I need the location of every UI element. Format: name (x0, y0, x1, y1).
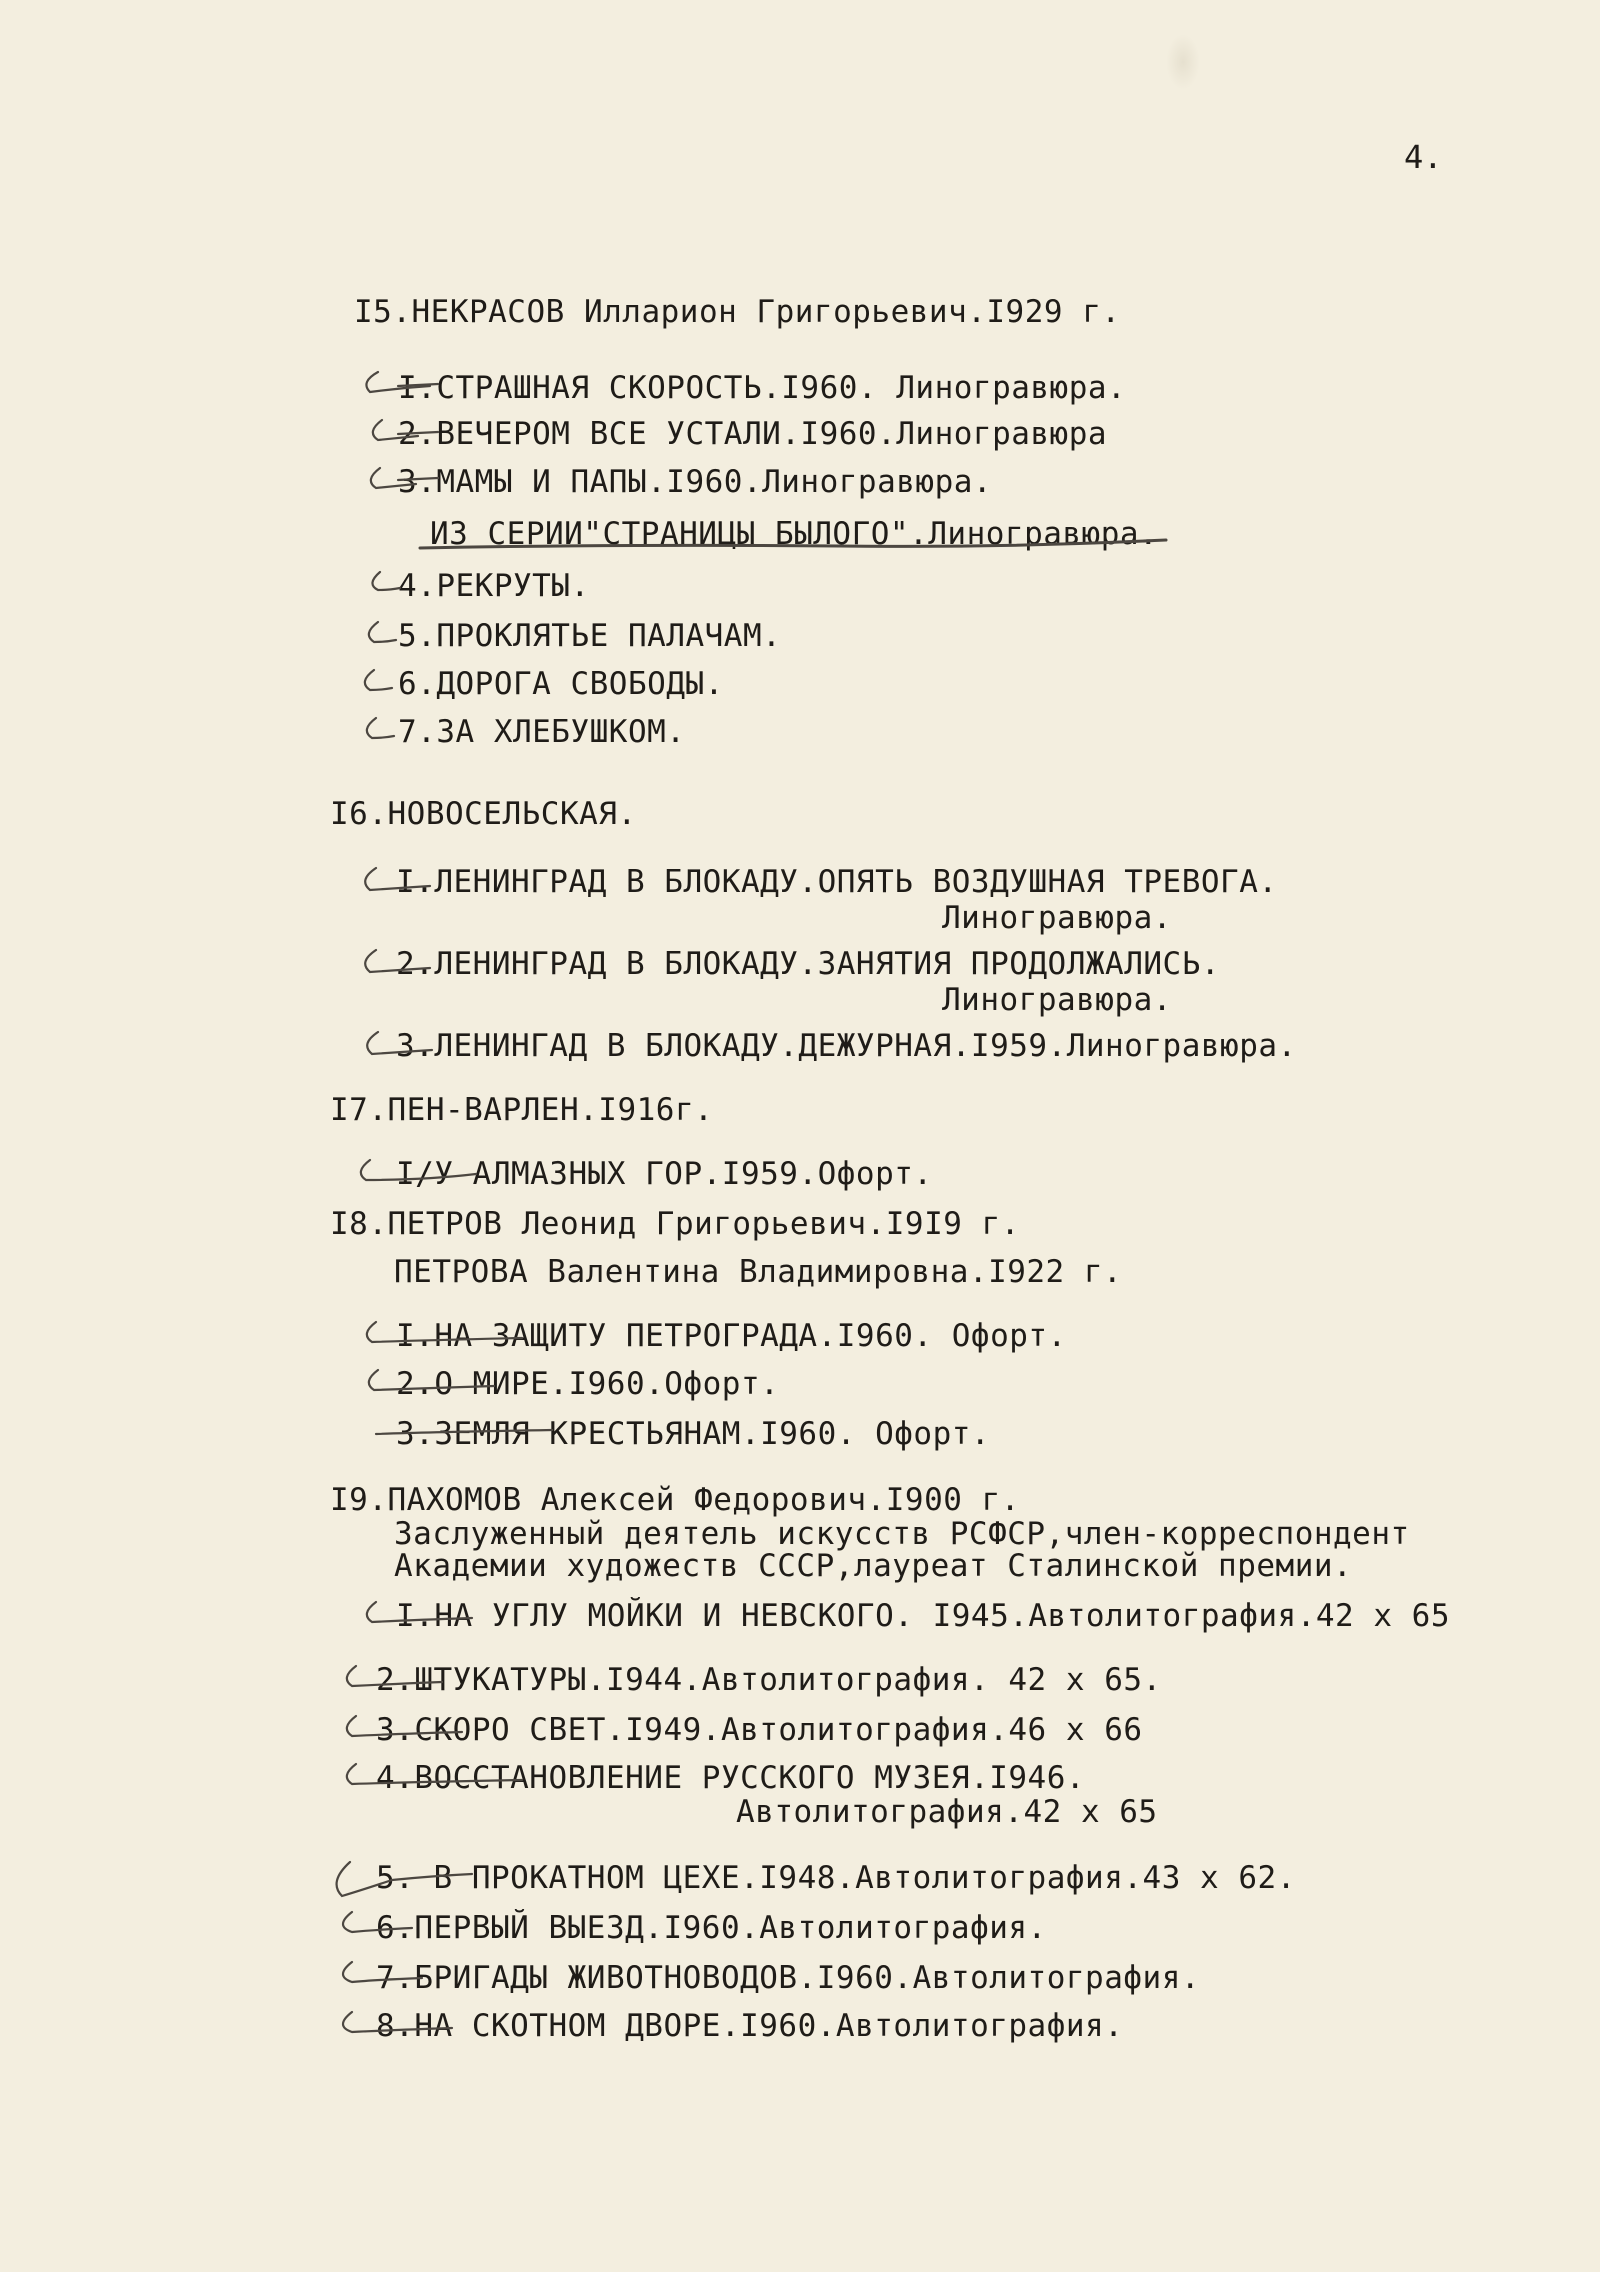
work-item: 3.ЛЕНИНГАД В БЛОКАДУ.ДЕЖУРНАЯ.I959.Линогравюра. (396, 1028, 1297, 1064)
work-item: 2.ШТУКАТУРЫ.I944.Автолитография. 42 х 65. (376, 1662, 1162, 1698)
paper-stain (1166, 34, 1200, 90)
work-item: 3.СКОРО СВЕТ.I949.Автолитография.46 х 66 (376, 1712, 1143, 1748)
artist-heading: I6.НОВОСЕЛЬСКАЯ. (330, 796, 637, 832)
pencil-tick (367, 718, 394, 738)
artist-note: Академии художеств СССР,лауреат Сталинской премии. (394, 1548, 1353, 1584)
artist-note: Заслуженный деятель искусств РСФСР,член-корреспондент (394, 1516, 1410, 1552)
work-item: 4.РЕКРУТЫ. (398, 568, 590, 604)
work-item: 7.БРИГАДЫ ЖИВОТНОВОДОВ.I960.Автолитография. (376, 1960, 1201, 1996)
work-item: 2.О МИРЕ.I960.Офорт. (396, 1366, 780, 1402)
series-title: ИЗ СЕРИИ"СТРАНИЦЫ БЫЛОГО".Линогравюра. (430, 516, 1159, 552)
work-item: I.НА УГЛУ МОЙКИ И НЕВСКОГО. I945.Автолитография.42 х 65 (396, 1598, 1450, 1634)
work-item-technique: Линогравюра. (942, 982, 1172, 1018)
artist-heading: I7.ПЕН-ВАРЛЕН.I916г. (330, 1092, 714, 1128)
work-item: 5. В ПРОКАТНОМ ЦЕХЕ.I948.Автолитография.43 х 62. (376, 1860, 1296, 1896)
work-item: I.НА ЗАЩИТУ ПЕТРОГРАДА.I960. Офорт. (396, 1318, 1067, 1354)
work-item: 6.ПЕРВЫЙ ВЫЕЗД.I960.Автолитография. (376, 1910, 1047, 1946)
work-item: 7.ЗА ХЛЕБУШКОМ. (398, 714, 686, 750)
work-item: 2.ВЕЧЕРОМ ВСЕ УСТАЛИ.I960.Линогравюра (398, 416, 1108, 452)
work-item: 4.ВОССТАНОВЛЕНИЕ РУССКОГО МУЗЕЯ.I946. (376, 1760, 1086, 1796)
pencil-tick (372, 572, 400, 590)
artist-heading-second: ПЕТРОВА Валентина Владимировна.I922 г. (394, 1254, 1123, 1290)
pencil-tick (369, 622, 396, 642)
page-number: 4. (1404, 138, 1443, 176)
artist-heading: I5.НЕКРАСОВ Илларион Григорьевич.I929 г. (354, 294, 1121, 330)
work-item: 2.ЛЕНИНГРАД В БЛОКАДУ.ЗАНЯТИЯ ПРОДОЛЖАЛИСЬ. (396, 946, 1221, 982)
work-item: 8.НА СКОТНОМ ДВОРЕ.I960.Автолитография. (376, 2008, 1124, 2044)
work-item-technique: Линогравюра. (942, 900, 1172, 936)
work-item: I/У АЛМАЗНЫХ ГОР.I959.Офорт. (396, 1156, 933, 1192)
work-item: I.ЛЕНИНГРАД В БЛОКАДУ.ОПЯТЬ ВОЗДУШНАЯ ТРЕВОГА. (396, 864, 1278, 900)
artist-heading: I8.ПЕТРОВ Леонид Григорьевич.I9I9 г. (330, 1206, 1020, 1242)
work-item-technique: Автолитография.42 х 65 (736, 1794, 1158, 1830)
work-item: 5.ПРОКЛЯТЬЕ ПАЛАЧАМ. (398, 618, 782, 654)
work-item: 3.ЗЕМЛЯ КРЕСТЬЯНАМ.I960. Офорт. (396, 1416, 991, 1452)
work-item: 3.МАМЫ И ПАПЫ.I960.Линогравюра. (398, 464, 993, 500)
pencil-tick (365, 670, 392, 690)
work-item: 6.ДОРОГА СВОБОДЫ. (398, 666, 724, 702)
artist-heading: I9.ПАХОМОВ Алексей Федорович.I900 г. (330, 1482, 1020, 1518)
work-item: I.СТРАШНАЯ СКОРОСТЬ.I960. Линогравюра. (398, 370, 1127, 406)
